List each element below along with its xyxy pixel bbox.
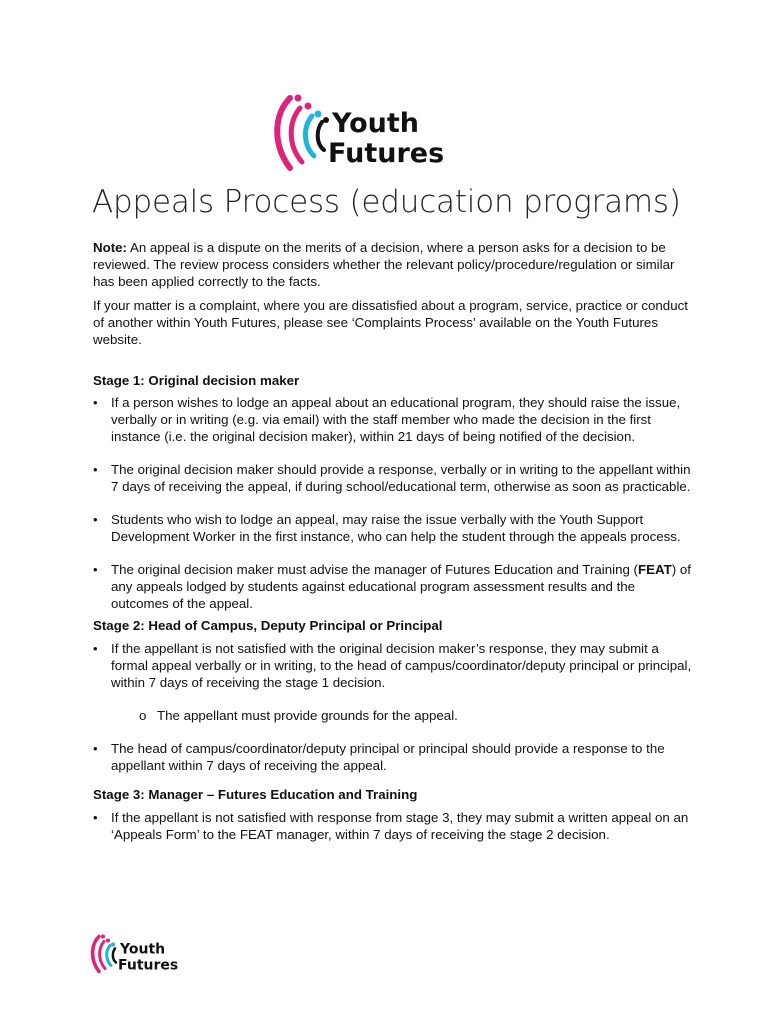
complaint-paragraph: If your matter is a complaint, where you are dissatisfied about a program, service, practice or conduct of another within Youth Futures, please see ‘Complaints Process’ available on the Youth Futures website. [93, 298, 688, 347]
note-label: Note: [93, 240, 127, 255]
feat-bold: FEAT [637, 562, 672, 577]
svg-text:Futures: Futures [328, 138, 445, 169]
list-item: • The original decision maker should provide a response, verbally or in writing to the appellant within 7 days of receiving the appeal, if during school/educational term, otherwise as soon as practicable. [93, 461, 693, 495]
item-text: ) of any appeals lodged by students against educational program assessment results and the outcomes of the appeal. [111, 562, 691, 611]
hollow-bullet-marker: o [139, 708, 147, 723]
list-item [93, 561, 693, 612]
svg-text:Futures: Futures [118, 957, 178, 974]
sub-item-text: The appellant must provide grounds for the appeal. [157, 708, 458, 723]
list-item: • If the appellant is not satisfied with response from stage 3, they may submit a written appeal on an ‘Appeals Form’ to the FEAT manager, within 7 days of receiving the stage 2 decision. [93, 809, 693, 843]
youth-futures-logo [268, 88, 448, 178]
stage2-heading: Stage 2: Head of Campus, Deputy Principal or Principal [93, 618, 443, 633]
stage3-heading: Stage 3: Manager – Futures Education and Training [93, 787, 418, 802]
sub-list-item [139, 707, 693, 724]
note-text: An appeal is a dispute on the merits of a decision, where a person asks for a decision to be reviewed. The review process considers whether the relevant policy/procedure/regulation or similar has been applied correctly to the facts. [93, 240, 675, 289]
svg-text:Youth: Youth [120, 941, 166, 958]
stage1-heading: Stage 1: Original decision maker [93, 373, 300, 388]
list-item: • Students who wish to lodge an appeal, may raise the issue verbally with the Youth Support Development Worker in the first instance, who can help the student through the appeals process. [93, 511, 693, 545]
list-item [93, 640, 693, 724]
svg-text:Youth: Youth [332, 108, 419, 139]
note-paragraph [93, 239, 693, 290]
youth-futures-logo [88, 930, 178, 978]
stage3-list [93, 809, 693, 843]
list-item: • If a person wishes to lodge an appeal about an educational program, they should raise the issue, verbally or in writing (e.g. via email) with the staff member who made the decision in the first instance (i.e. the original decision maker), within 21 days of being notified of the decision. [93, 394, 693, 445]
sub-list [111, 707, 693, 724]
page-title: Appeals Process (education programs) [92, 184, 681, 220]
item-text: The original decision maker must advise the manager of Futures Education and Training ( [111, 562, 638, 577]
document-body [93, 239, 693, 843]
list-item: • The head of campus/coordinator/deputy principal or principal should provide a response to the appellant within 7 days of receiving the appeal. [93, 740, 693, 774]
stage2-list [93, 640, 693, 774]
stage1-list [93, 394, 693, 612]
item-text: If the appellant is not satisfied with the original decision maker’s response, they may submit a formal appeal verbally or in writing, to the head of campus/coordinator/deputy principal or principal, within 7 days of receiving the stage 1 decision. [111, 641, 692, 690]
